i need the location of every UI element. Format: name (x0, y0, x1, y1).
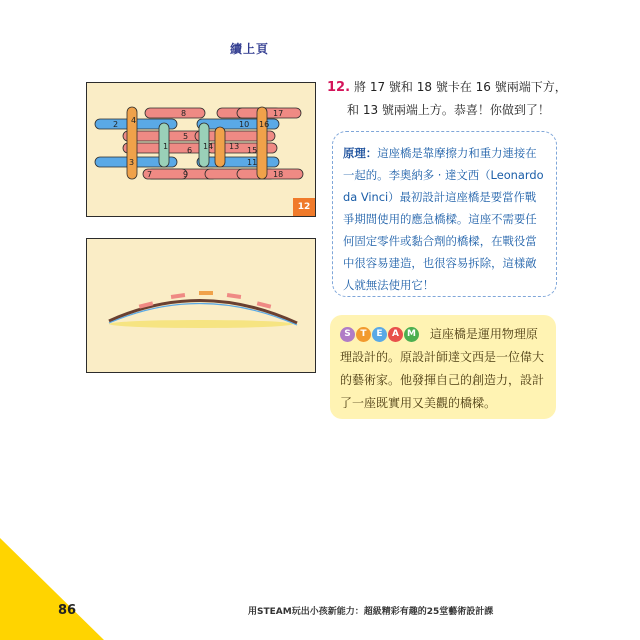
stick-number-label: 10 (239, 120, 250, 129)
steam-text: 這座橋是運用物理原理設計的。原設計師達文西是一位偉大的藝術家。他發揮自己的創造力，設計了一座既實用又美觀的橋樑。 (340, 327, 545, 410)
stick-number-label: 3 (129, 158, 135, 167)
step-number: 12. (327, 80, 351, 95)
stick-number-label: 15 (247, 146, 258, 155)
stick-number-label: 17 (273, 109, 284, 118)
stick-number-label: 6 (187, 146, 193, 155)
stick-number-label: 7 (147, 170, 153, 179)
bridge-top-view-figure (86, 82, 316, 217)
book-title-footer: 用STEAM玩出小孩新能力：超級精彩有趣的25堂藝術設計課 (248, 607, 494, 617)
bridge-top-view-illustration (87, 83, 315, 216)
stick-number-label: 4 (131, 116, 137, 125)
steam-logo (340, 327, 424, 341)
stick-number-label: 11 (247, 158, 258, 167)
step-line-2: 和 13 號兩端上方。恭喜！你做到了！ (347, 103, 550, 117)
continued-header: 續上頁 (230, 42, 270, 56)
stick-number-label: 18 (273, 170, 284, 179)
stick-number-label: 5 (183, 132, 189, 141)
stick-number-label: 1 (163, 142, 169, 151)
stick-number-label: 8 (181, 109, 187, 118)
steam-letter-m: M (404, 327, 419, 342)
bridge-side-view-illustration (87, 239, 315, 372)
stick-number-label: 2 (113, 120, 119, 129)
steam-letter-s: S (340, 327, 355, 342)
bridge-side-view-figure (86, 238, 316, 373)
page-number: 86 (58, 603, 77, 618)
step-line-1: 將 17 號和 18 號卡在 16 號兩端下方， (354, 80, 567, 94)
steam-letter-e: E (372, 327, 387, 342)
step-instruction (327, 76, 567, 122)
steam-letter-t: T (356, 327, 371, 342)
stick-number-label: 13 (229, 142, 240, 151)
stick-number-label: 9 (183, 170, 189, 179)
principle-text: 這座橋是靠摩擦力和重力連接在一起的。李奧納多 · 達文西（Leonardo da Vinci）最初設計這座橋是要當作戰爭期間使用的應急橋樑。這座不需要任何固定零件或黏合劑的橋樑，在戰役當中很容易建造，也很容易拆除，這樣敵人就無法使用它！ (343, 146, 544, 292)
principle-box (332, 131, 557, 297)
step-badge: 12 (293, 198, 315, 216)
steam-box (330, 315, 556, 419)
steam-letter-a: A (388, 327, 403, 342)
stick-number-label: 16 (259, 120, 270, 129)
principle-label: 原理： (343, 146, 378, 160)
stick-number-label: 14 (203, 142, 214, 151)
